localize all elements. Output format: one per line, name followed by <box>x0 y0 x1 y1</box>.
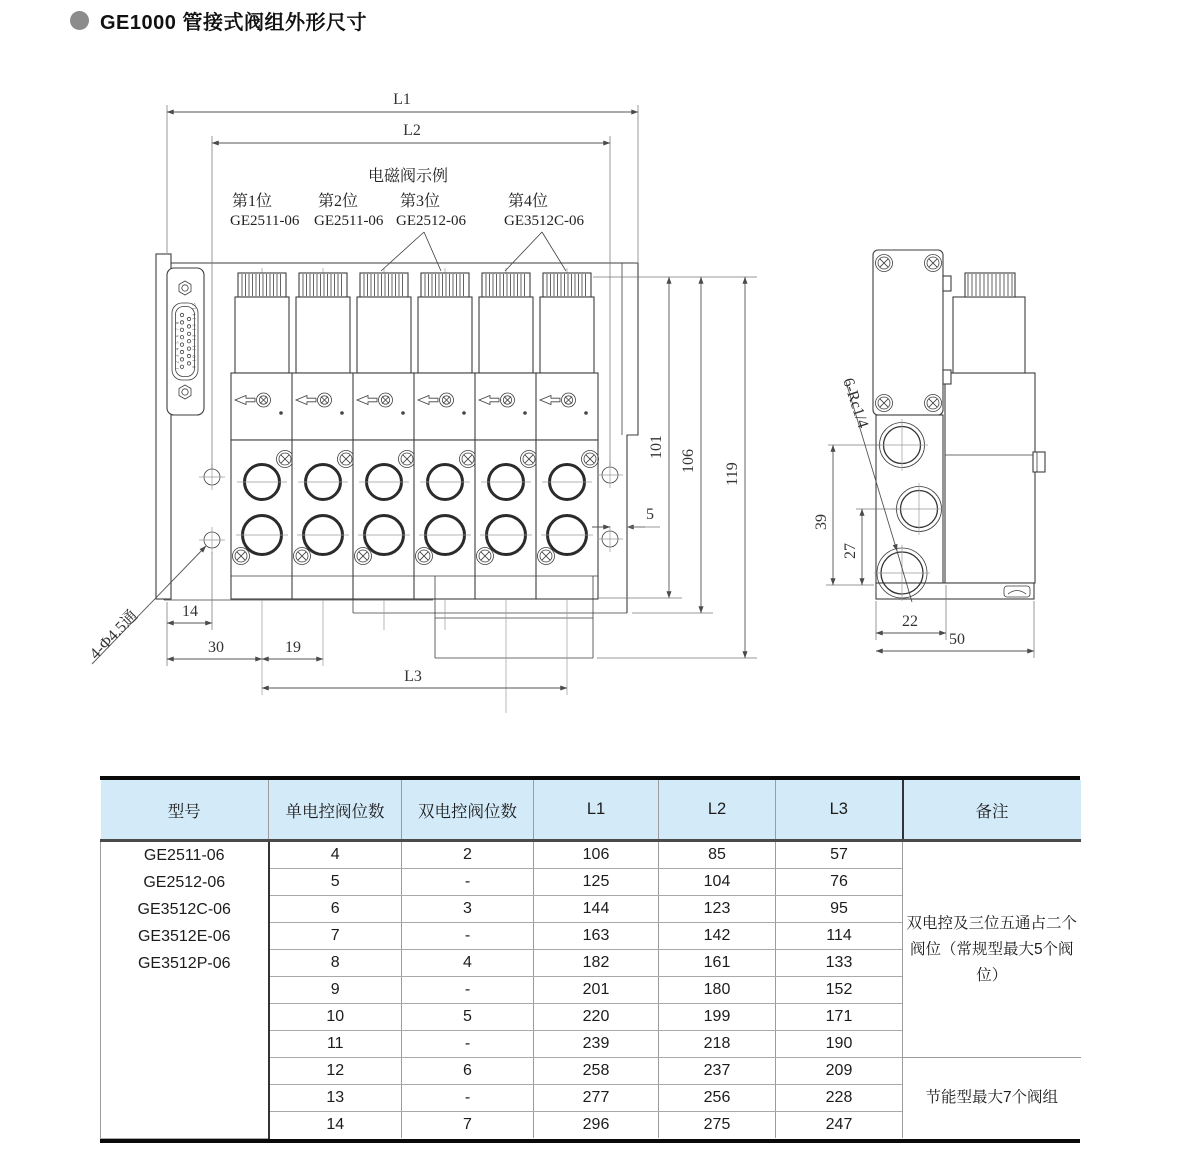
dim-106: 106 <box>680 449 697 473</box>
col-header-l1: L1 <box>534 780 659 841</box>
dim-119: 119 <box>724 462 741 486</box>
cell-l3: 76 <box>776 869 903 896</box>
col-header-single: 单电控阀位数 <box>269 780 402 841</box>
cell-single: 12 <box>269 1058 402 1085</box>
remark-cell: 双电控及三位五通占二个阀位（常规型最大5个阀位） <box>903 841 1081 1058</box>
cell-l3: 247 <box>776 1112 903 1139</box>
remark-cell: 节能型最大7个阀组 <box>903 1058 1081 1139</box>
cell-l1: 277 <box>534 1085 659 1112</box>
cell-l1: 106 <box>534 841 659 869</box>
position-model: GE2511-06 <box>230 213 300 229</box>
cell-double: 7 <box>402 1112 534 1139</box>
cell-l3: 133 <box>776 950 903 977</box>
cell-l3: 57 <box>776 841 903 869</box>
page-title <box>70 6 367 35</box>
valve-station <box>475 268 538 599</box>
cell-l2: 218 <box>659 1031 776 1058</box>
cell-l3: 114 <box>776 923 903 950</box>
cell-l3: 171 <box>776 1004 903 1031</box>
example-heading: 电磁阀示例 <box>367 168 449 185</box>
cell-l2: 256 <box>659 1085 776 1112</box>
cell-double: 4 <box>402 950 534 977</box>
cell-double: - <box>402 1031 534 1058</box>
position-label: 第3位 <box>400 193 441 210</box>
cell-l1: 182 <box>534 950 659 977</box>
svg-text:1 2 3 4 5 6 7 8: 1 2 3 4 5 6 7 8 <box>174 320 180 370</box>
dim-50: 50 <box>949 631 965 648</box>
page-title-text: GE1000 管接式阀组外形尺寸 <box>100 12 367 34</box>
solenoid-coil-side <box>953 297 1025 373</box>
cell-l2: 123 <box>659 896 776 923</box>
cell-l3: 209 <box>776 1058 903 1085</box>
dim-22: 22 <box>902 613 918 630</box>
cell-single: 6 <box>269 896 402 923</box>
model-list-cell <box>101 841 269 1139</box>
cell-l3: 95 <box>776 896 903 923</box>
hole-note: 4-Φ4.5通 <box>86 607 142 663</box>
dim-19: 19 <box>285 639 301 656</box>
cell-single: 9 <box>269 977 402 1004</box>
cell-l2: 275 <box>659 1112 776 1139</box>
dim-L2: L2 <box>403 122 421 139</box>
front-view <box>86 91 757 713</box>
cell-l1: 258 <box>534 1058 659 1085</box>
cell-l1: 144 <box>534 896 659 923</box>
cell-single: 7 <box>269 923 402 950</box>
screw <box>925 255 942 272</box>
dim-14: 14 <box>182 603 198 620</box>
cell-l1: 296 <box>534 1112 659 1139</box>
table-row <box>101 841 1081 869</box>
cell-double: 3 <box>402 896 534 923</box>
valve-station <box>292 268 355 599</box>
cell-l2: 199 <box>659 1004 776 1031</box>
model-name: GE2512-06 <box>143 874 226 891</box>
cell-l2: 85 <box>659 841 776 869</box>
cell-double: - <box>402 1085 534 1112</box>
cell-l3: 228 <box>776 1085 903 1112</box>
screw <box>925 395 942 412</box>
model-name: GE3512C-06 <box>137 901 231 918</box>
col-header-l2: L2 <box>659 780 776 841</box>
cell-l1: 239 <box>534 1031 659 1058</box>
svg-text:9 10 11 12 13 14 15: 9 10 11 12 13 14 15 <box>191 301 197 368</box>
cell-l2: 180 <box>659 977 776 1004</box>
cell-single: 4 <box>269 841 402 869</box>
model-name: GE3512E-06 <box>137 928 231 945</box>
cell-single: 5 <box>269 869 402 896</box>
position-model: GE3512C-06 <box>504 213 584 229</box>
col-header-remark: 备注 <box>903 780 1081 841</box>
position-model: GE2511-06 <box>314 213 384 229</box>
cell-double: - <box>402 923 534 950</box>
dim-5: 5 <box>646 506 654 523</box>
bullet-icon <box>70 11 89 30</box>
cell-double: 2 <box>402 841 534 869</box>
cell-double: 5 <box>402 1004 534 1031</box>
cell-l3: 152 <box>776 977 903 1004</box>
cell-l3: 190 <box>776 1031 903 1058</box>
valve-body-side <box>945 373 1035 583</box>
port-block-side <box>876 415 943 583</box>
position-label: 第2位 <box>318 193 359 210</box>
screw <box>876 255 893 272</box>
col-header-l3: L3 <box>776 780 903 841</box>
screw <box>876 395 893 412</box>
valve-station <box>536 268 599 599</box>
position-label: 第4位 <box>508 193 549 210</box>
dim-L1: L1 <box>393 91 411 108</box>
dim-101: 101 <box>648 435 665 459</box>
cell-single: 8 <box>269 950 402 977</box>
header-row <box>101 780 1081 841</box>
position-model: GE2512-06 <box>396 213 466 229</box>
dim-27: 27 <box>842 543 859 559</box>
mounting-clip <box>1033 452 1045 472</box>
cell-double: - <box>402 869 534 896</box>
model-name: GE3512P-06 <box>137 955 231 972</box>
cell-single: 10 <box>269 1004 402 1031</box>
cell-single: 13 <box>269 1085 402 1112</box>
cell-l1: 163 <box>534 923 659 950</box>
cell-l2: 142 <box>659 923 776 950</box>
valve-station <box>353 268 416 599</box>
cell-double: - <box>402 977 534 1004</box>
cell-l1: 125 <box>534 869 659 896</box>
cell-l2: 161 <box>659 950 776 977</box>
spec-table <box>100 776 1080 1143</box>
port-note: 6-Rc1/4 <box>839 375 872 431</box>
col-header-model: 型号 <box>101 780 269 841</box>
valve-station <box>414 268 477 599</box>
dim-30: 30 <box>208 639 224 656</box>
cell-single: 14 <box>269 1112 402 1139</box>
cell-l1: 220 <box>534 1004 659 1031</box>
dim-39: 39 <box>813 514 830 530</box>
side-plate <box>873 250 943 415</box>
col-header-double: 双电控阀位数 <box>402 780 534 841</box>
connector-cap-side <box>965 273 1015 297</box>
cell-l1: 201 <box>534 977 659 1004</box>
model-name: GE2511-06 <box>143 847 225 864</box>
side-view <box>813 250 1045 658</box>
dim-L3: L3 <box>404 668 422 685</box>
cell-l2: 104 <box>659 869 776 896</box>
dsub-connector <box>167 268 204 415</box>
position-label: 第1位 <box>232 193 273 210</box>
valve-station <box>231 268 294 599</box>
dimension-drawing <box>0 40 1200 776</box>
cell-single: 11 <box>269 1031 402 1058</box>
cell-l2: 237 <box>659 1058 776 1085</box>
cell-double: 6 <box>402 1058 534 1085</box>
